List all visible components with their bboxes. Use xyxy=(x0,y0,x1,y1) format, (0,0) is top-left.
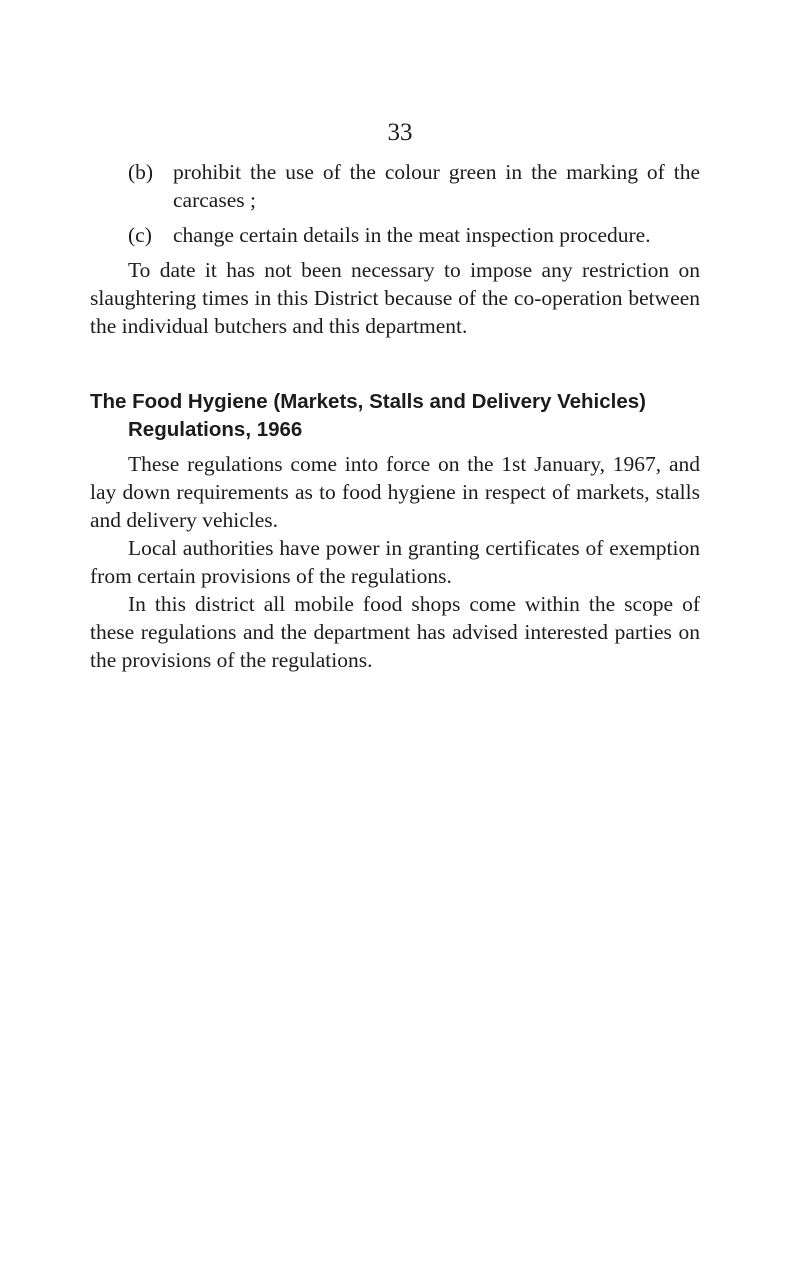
page-number: 33 xyxy=(387,119,413,146)
paragraph: To date it has not been necessary to impose any restriction on slaughtering times in this District because of the co-operation between the individual butchers and this department. xyxy=(90,258,700,338)
list-item xyxy=(90,221,700,249)
list-item-text: prohibit the use of the colour green in the marking of the carcases ; xyxy=(173,160,700,212)
list-item-text: change certain details in the meat inspection procedure. xyxy=(173,223,651,247)
paragraph: In this district all mobile food shops come within the scope of these regulations and the department has advised interested parties on the provisions of the regulations. xyxy=(90,592,700,672)
paragraph: These regulations come into force on the 1st January, 1967, and lay down requirements as to food hygiene in respect of markets, stalls and delivery vehicles. xyxy=(90,452,700,532)
list-item-label: (b) xyxy=(128,160,154,184)
paragraph: Local authorities have power in granting certificates of exemption from certain provisions of the regulations. xyxy=(90,536,700,588)
section-heading: The Food Hygiene (Markets, Stalls and Delivery Vehicles) Regulations, 1966 xyxy=(90,390,646,441)
list-item xyxy=(90,158,700,214)
list xyxy=(90,158,700,249)
page-body xyxy=(90,158,700,674)
list-item-label: (c) xyxy=(128,223,152,247)
